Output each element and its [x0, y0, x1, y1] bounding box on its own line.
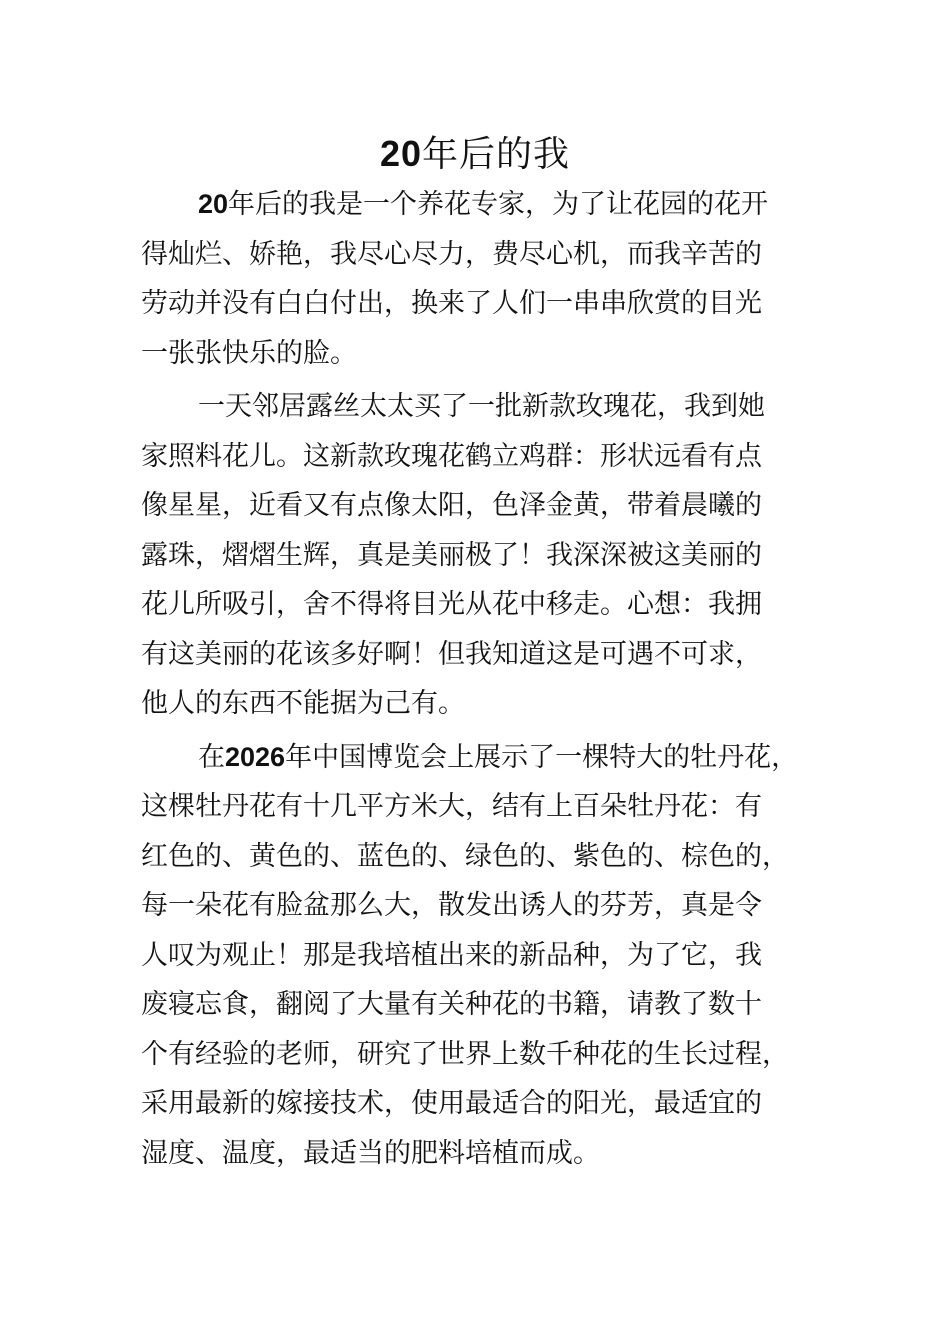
paragraph-3 [141, 733, 821, 1179]
text-line: 有这美丽的花该多好啊！但我知道这是可遇不可求， [141, 638, 762, 670]
text-line: 每一朵花有脸盆那么大，散发出诱人的芬芳，真是令 [141, 890, 762, 921]
text-line: 红色的、黄色的、蓝色的、绿色的、紫色的、棕色的， [141, 840, 789, 872]
text-line: 人叹为观止！那是我培植出来的新品种，为了它，我 [141, 939, 762, 971]
text-line: 得灿烂、娇艳，我尽心尽力，费尽心机，而我辛苦的 [141, 238, 762, 270]
document-title: 20年后的我 [379, 133, 571, 176]
text-line: 个有经验的老师，研究了世界上数千种花的生长过程， [141, 1038, 789, 1070]
text-line: 劳动并没有白白付出，换来了人们一串串欣赏的目光 [141, 288, 762, 319]
text-line: 他人的东西不能据为己有。 [141, 688, 465, 719]
paragraph-1 [141, 180, 821, 378]
text-line: 像星星，近看又有点像太阳，色泽金黄，带着晨曦的 [141, 490, 762, 521]
text-line: 家照料花儿。这新款玫瑰花鹤立鸡群：形状远看有点 [141, 440, 762, 472]
text-line: 一天邻居露丝太太买了一批新款玫瑰花，我到她 [198, 391, 765, 422]
text-line: 采用最新的嫁接技术，使用最适合的阳光，最适宜的 [141, 1088, 762, 1119]
text-line: 在2026年中国博览会上展示了一棵特大的牡丹花， [198, 741, 799, 773]
text-line: 花儿所吸引，舍不得将目光从花中移走。心想：我拥 [141, 589, 762, 620]
text-line: 露珠，熠熠生辉，真是美丽极了！我深深被这美丽的 [141, 539, 762, 571]
text-line: 这棵牡丹花有十几平方米大，结有上百朵牡丹花：有 [141, 791, 762, 822]
text-line: 一张张快乐的脸。 [141, 337, 357, 369]
text-line: 湿度、温度，最适当的肥料培植而成。 [141, 1137, 600, 1169]
text-line: 废寝忘食，翻阅了大量有关种花的书籍，请教了数十 [141, 989, 762, 1020]
text-line: 20年后的我是一个养花专家，为了让花园的花开 [198, 189, 769, 220]
document-body [141, 180, 821, 1182]
paragraph-2 [141, 382, 821, 729]
